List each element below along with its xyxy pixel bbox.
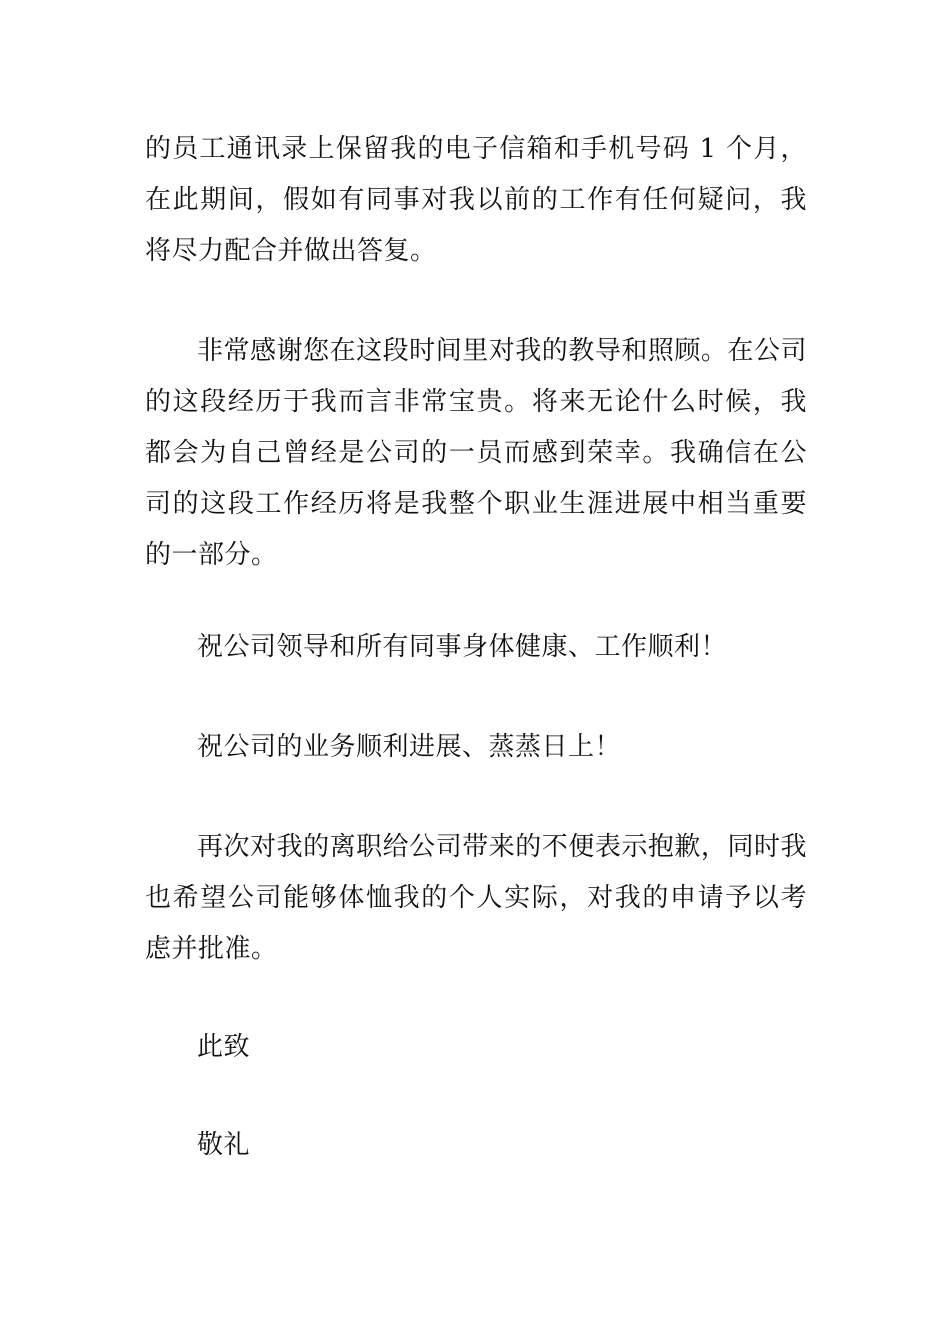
paragraph-thanks: 非常感谢您在这段时间里对我的教导和照顾。在公司的这段经历于我而言非常宝贵。将来无论什么时候，我都会为自己曾经是公司的一员而感到荣幸。我确信在公司的这段工作经历将是我整个职业生涯进展中相当重要的一部分。 [145, 336, 807, 570]
salutation-text: 敬礼 [197, 1130, 251, 1160]
paragraph-continuation: 的员工通讯录上保留我的电子信箱和手机号码 1 个月，在此期间，假如有同事对我以前的工作有任何疑问，我将尽力配合并做出答复。 [145, 134, 807, 266]
paragraph-apology: 再次对我的离职给公司带来的不便表示抱歉，同时我也希望公司能够体恤我的个人实际，对我的申请予以考虑并批准。 [145, 832, 807, 964]
paragraph-wish-colleagues: 祝公司领导和所有同事身体健康、工作顺利！ [197, 632, 728, 662]
closing-text: 此致 [197, 1032, 251, 1062]
paragraph-wish-business: 祝公司的业务顺利进展、蒸蒸日上！ [197, 732, 622, 762]
